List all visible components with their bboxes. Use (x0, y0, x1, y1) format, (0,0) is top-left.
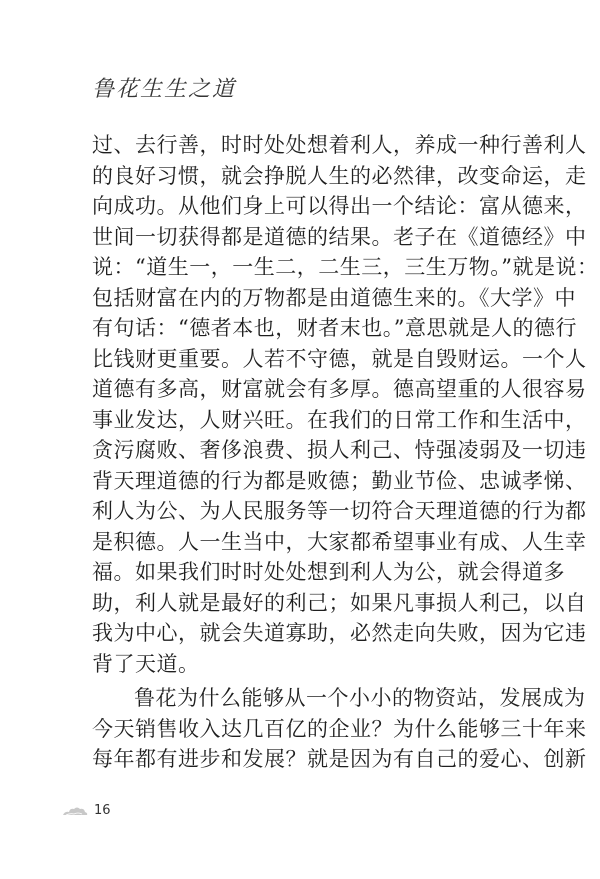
text-line: 是积德。人一生当中，大家都希望事业有成、人生幸 (92, 529, 587, 554)
text-line: 事业发达，人财兴旺。在我们的日常工作和生活中， (92, 407, 587, 432)
text-line: 道德有多高，财富就会有多厚。德高望重的人很容易 (92, 377, 587, 401)
text-line: 包括财富在内的万物都是由道德生来的。《大学》中 (92, 285, 576, 310)
page-number: 16 (94, 803, 111, 818)
text-line: 每年都有进步和发展？就是因为有自己的爱心、创新 (92, 747, 587, 771)
text-line: 我为中心，就会失道寡助，必然走向失败，因为它违 (92, 621, 587, 645)
page-footer (62, 803, 111, 818)
paragraph-1 (92, 130, 599, 679)
body-text (92, 130, 599, 775)
text-line: 背了天道。 (92, 651, 200, 676)
text-line: 鲁花为什么能够从一个小小的物资站，发展成为 (134, 686, 586, 710)
text-line: 助，利人就是最好的利己；如果凡事损人利己，以自 (92, 590, 587, 615)
paragraph-2 (92, 683, 587, 775)
text-line: 贪污腐败、奢侈浪费、损人利己、恃强凌弱及一切违 (92, 438, 587, 462)
running-header-title: 鲁花生生之道 (92, 77, 237, 102)
cloud-icon (62, 805, 88, 817)
text-line: 的良好习惯，就会挣脱人生的必然律，改变命运，走 (92, 163, 587, 188)
text-line: 福。如果我们时时处处想到利人为公，就会得道多 (92, 560, 565, 584)
text-line: 说：“道生一，一生二，二生三，三生万物。”就是说： (92, 255, 599, 279)
text-line: 比钱财更重要。人若不守德，就是自毁财运。一个人 (92, 346, 587, 371)
text-line: 今天销售收入达几百亿的企业？为什么能够三十年来 (92, 716, 587, 741)
text-line: 利人为公、为人民服务等一切符合天理道德的行为都 (92, 499, 587, 523)
text-line: 有句话：“德者本也，财者末也。”意思就是人的德行 (92, 316, 577, 340)
text-line: 向成功。从他们身上可以得出一个结论：富从德来， (92, 194, 587, 218)
text-line: 世间一切获得都是道德的结果。老子在《道德经》中 (92, 224, 587, 249)
text-line: 过、去行善，时时处处想着利人，养成一种行善利人 (92, 133, 587, 157)
text-line: 背天理道德的行为都是败德；勤业节俭、忠诚孝悌、 (92, 468, 587, 493)
